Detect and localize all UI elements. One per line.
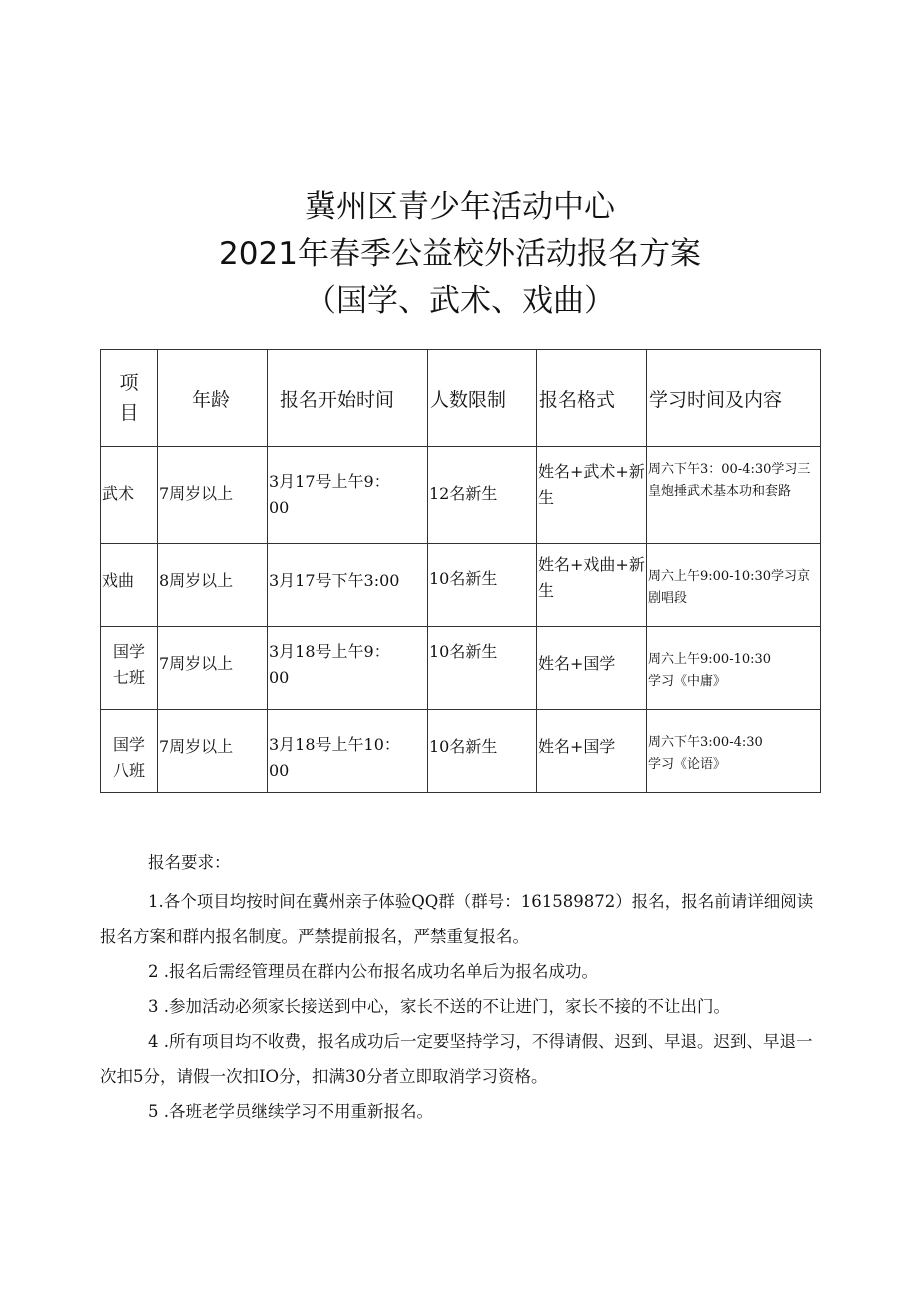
cell-item-line1: 国学 (112, 735, 145, 754)
cell-limit: 10名新生 (428, 710, 537, 793)
cell-start-line1: 3月17号上午9： (269, 472, 390, 491)
header-content: 学习时间及内容 (647, 350, 821, 447)
document-title (0, 184, 920, 325)
header-item-line1: 项 (119, 372, 139, 394)
header-limit: 人数限制 (428, 350, 537, 447)
table-row (101, 544, 821, 627)
cell-format-line1: 姓名+武术+新 (538, 462, 645, 481)
requirement-item-5: 5 .各班老学员继续学习不用重新报名。 (148, 1102, 433, 1121)
cell-start-line2: 00 (269, 498, 290, 517)
table-row (101, 447, 821, 544)
cell-format-line2: 生 (538, 488, 555, 507)
requirement-item-2: 2 .报名后需经管理员在群内公布报名成功名单后为报名成功。 (148, 962, 598, 981)
table-row (101, 627, 821, 710)
header-start-time: 报名开始时间 (268, 350, 428, 447)
requirement-item-3: 3 .参加活动必须家长接送到中心，家长不送的不让进门，家长不接的不让出门。 (148, 997, 730, 1016)
cell-start-line1: 3月18号上午10： (269, 735, 400, 754)
cell-age: 7周岁以上 (158, 627, 268, 710)
cell-item-line2: 七班 (112, 668, 145, 687)
table-row (101, 710, 821, 793)
title-line-2: 2021年春季公益校外活动报名方案 (219, 236, 701, 272)
cell-content-line1: 周六上午9:00-10:30 (648, 652, 772, 667)
title-line-1: 冀州区青少年活动中心 (305, 189, 615, 225)
cell-format-line2: 生 (538, 581, 555, 600)
cell-format-line1: 姓名+戏曲+新 (538, 555, 645, 574)
cell-limit: 10名新生 (428, 627, 537, 710)
cell-age: 7周岁以上 (158, 447, 268, 544)
cell-age: 8周岁以上 (158, 544, 268, 627)
cell-format: 姓名+国学 (537, 710, 647, 793)
requirement-item-4: 4 .所有项目均不收费，报名成功后一定要坚持学习，不得请假、迟到、早退。迟到、早退一次扣5分，请假一次扣IO分，扣满30分者立即取消学习资格。 (100, 1032, 813, 1086)
cell-content (647, 710, 821, 793)
cell-content-line1: 周六下午3:00-4:30 (648, 735, 763, 750)
cell-start-line2: 00 (269, 668, 290, 687)
cell-age: 7周岁以上 (158, 710, 268, 793)
cell-format (537, 544, 647, 627)
cell-start-line1: 3月18号上午9： (269, 642, 390, 661)
header-format: 报名格式 (537, 350, 647, 447)
cell-content-line2: 学习《中庸》 (648, 674, 727, 689)
cell-item: 武术 (101, 447, 158, 544)
cell-format: 姓名+国学 (537, 627, 647, 710)
cell-content: 周六上午9:00-10:30学习京剧唱段 (647, 544, 821, 627)
requirements-heading: 报名要求： (148, 853, 231, 872)
header-item-line2: 目 (119, 402, 139, 424)
requirement-item-1: 1.各个项目均按时间在冀州亲子体验QQ群（群号：161589872）报名，报名前请详细阅读报名方案和群内报名制度。严禁提前报名，严禁重复报名。 (100, 892, 814, 946)
cell-start (268, 627, 428, 710)
cell-item: 戏曲 (101, 544, 158, 627)
cell-format (537, 447, 647, 544)
title-line-3: （国学、武术、戏曲） (305, 283, 615, 319)
cell-start: 3月17号下午3:00 (268, 544, 428, 627)
header-age: 年龄 (158, 350, 268, 447)
cell-item-line2: 八班 (112, 761, 145, 780)
table-header-row (101, 350, 821, 447)
cell-item (101, 627, 158, 710)
cell-item-line1: 国学 (112, 642, 145, 661)
cell-start (268, 447, 428, 544)
cell-limit: 10名新生 (428, 544, 537, 627)
cell-item (101, 710, 158, 793)
cell-content: 周六下午3：00-4:30学习三皇炮捶武术基本功和套路 (647, 447, 821, 544)
cell-start (268, 710, 428, 793)
requirements-section (100, 845, 820, 1129)
cell-start-line2: 00 (269, 761, 290, 780)
cell-content (647, 627, 821, 710)
schedule-table (100, 349, 821, 793)
cell-content-line2: 学习《论语》 (648, 757, 727, 772)
cell-limit: 12名新生 (428, 447, 537, 544)
header-item (101, 350, 158, 447)
